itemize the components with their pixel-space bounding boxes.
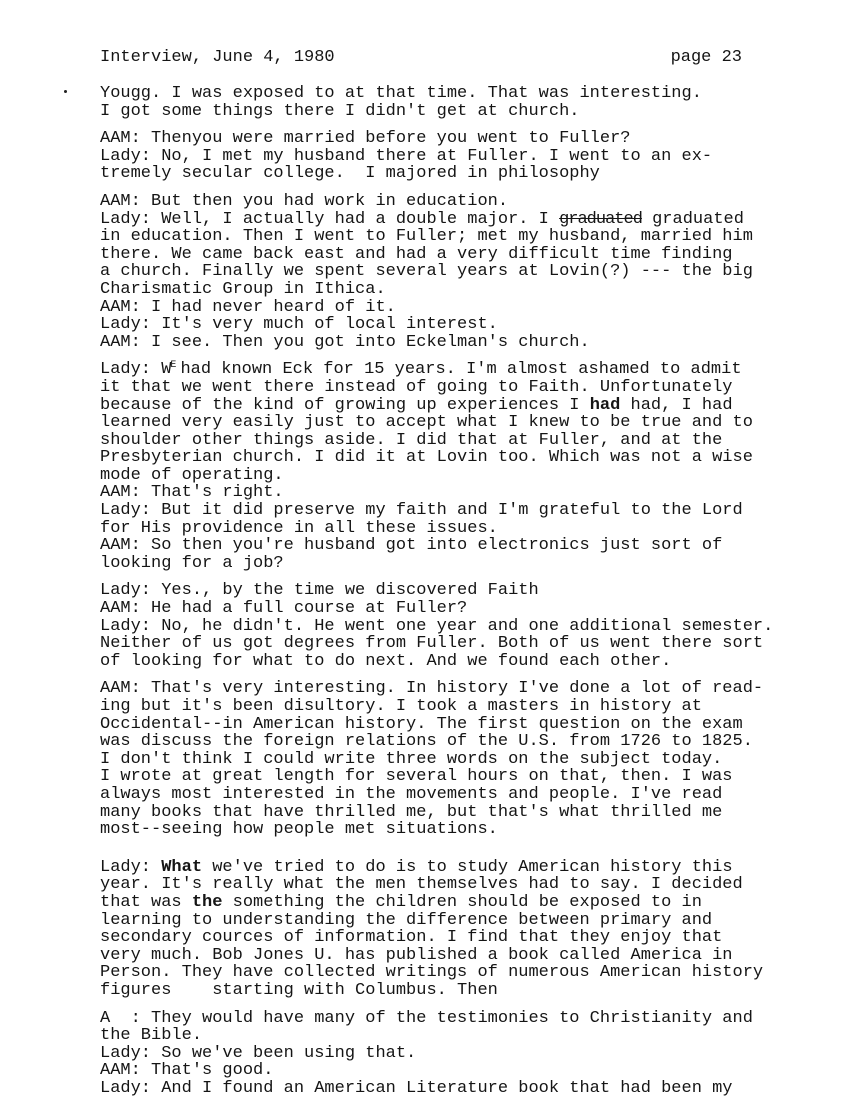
transcript-line xyxy=(100,912,773,930)
text-segment: I don't think I could write three words on the subject today. xyxy=(100,749,723,769)
page-header xyxy=(100,48,742,68)
transcript-line xyxy=(100,432,773,450)
transcript-line xyxy=(100,555,773,573)
transcript-line xyxy=(100,1010,773,1028)
transcript-line xyxy=(100,520,773,538)
transcript-line xyxy=(100,449,773,467)
transcript-line xyxy=(100,894,773,912)
text-segment: of looking for what to do next. And we found each other. xyxy=(100,651,672,671)
text-segment: there. We came back east and had a very difficult time finding xyxy=(100,244,733,264)
text-segment: AAM: I see. Then you got into Eckelman's church. xyxy=(100,332,590,352)
text-segment: it that we went there instead of going to Faith. Unfortunately xyxy=(100,377,733,397)
handwritten-correction: E xyxy=(170,360,177,372)
transcript-line xyxy=(100,1062,773,1080)
text-segment: had, I had xyxy=(620,395,733,415)
transcript-line xyxy=(100,467,773,485)
text-segment: for His providence in all these issues. xyxy=(100,518,498,538)
transcript-line xyxy=(100,804,773,822)
text-segment: AAM: That's very interesting. In history I've done a lot of read- xyxy=(100,679,764,699)
text-segment: a church. Finally we spent several years at Lovin(?) --- the big xyxy=(100,262,753,282)
transcript-line xyxy=(100,502,773,520)
text-segment: looking for a job? xyxy=(100,553,284,573)
transcript-line xyxy=(100,334,773,352)
text-segment: Yougg. I was exposed to at that time. That was interesting. xyxy=(100,84,702,103)
transcript-line xyxy=(100,716,773,734)
text-segment: Lady: But it did preserve my faith and I'm grateful to the Lord xyxy=(100,501,743,521)
transcript-body xyxy=(100,85,773,1097)
transcript-paragraph xyxy=(100,130,773,183)
transcript-line xyxy=(100,379,773,397)
transcript-line xyxy=(100,964,773,982)
transcript-line xyxy=(100,1027,773,1045)
transcript-line xyxy=(100,148,773,166)
text-segment: AAM: So then you're husband got into electronics just sort of xyxy=(100,536,723,556)
transcript-line xyxy=(100,85,773,103)
transcript-line xyxy=(100,316,773,334)
text-segment: the xyxy=(191,892,223,912)
transcript-line xyxy=(100,582,773,600)
transcript-paragraph xyxy=(100,193,773,351)
text-segment: AAM: But then you had work in education. xyxy=(100,191,509,211)
text-segment: that was xyxy=(100,892,192,912)
transcript-paragraph xyxy=(100,85,773,120)
text-segment: Lady: No, I met my husband there at Fuller. I went to an ex- xyxy=(100,146,713,166)
stray-mark xyxy=(64,90,67,93)
text-segment: Lady: xyxy=(100,857,162,877)
text-segment: Presbyterian church. I did it at Lovin too. Which was not a wise xyxy=(100,448,753,468)
text-segment: most--seeing how people met situations. xyxy=(100,820,498,840)
text-segment: was discuss the foreign relations of the U.S. from 1726 to 1825. xyxy=(100,732,753,752)
text-segment: in education. Then I went to Fuller; met my husband, married him xyxy=(100,227,753,247)
transcript-line xyxy=(100,600,773,618)
transcript-line xyxy=(100,653,773,671)
page-number: page 23 xyxy=(670,48,742,67)
transcript-line xyxy=(100,821,773,839)
text-segment: always most interested in the movements and people. I've read xyxy=(100,784,723,804)
text-segment: learning to understanding the difference between primary and xyxy=(100,910,713,930)
text-segment: year. It's really what the men themselves had to say. I decided xyxy=(100,875,743,895)
transcript-line xyxy=(100,1045,773,1063)
text-segment: figures starting with Columbus. Then xyxy=(100,980,498,1000)
document-title: Interview, June 4, 1980 xyxy=(100,48,335,67)
transcript-paragraph xyxy=(100,859,773,1000)
struck-text: graduated xyxy=(559,209,642,229)
text-segment: Lady: Well, I actually had a double major. I xyxy=(100,209,560,229)
text-segment: A : They would have many of the testimonies to Christianity and xyxy=(100,1008,753,1028)
text-segment: the Bible. xyxy=(100,1026,203,1046)
text-segment: Charismatic Group in Ithica. xyxy=(100,279,386,299)
transcript-line xyxy=(100,751,773,769)
transcript-line xyxy=(100,397,773,415)
transcript-line xyxy=(100,537,773,555)
text-segment: had xyxy=(589,395,621,415)
text-segment: we've tried to do is to study American history this xyxy=(202,857,733,877)
transcript-line xyxy=(100,484,773,502)
text-segment: Neither of us got degrees from Fuller. Both of us went there sort xyxy=(100,634,764,654)
text-segment: AAM: Thenyou were married before you went to Fuller? xyxy=(100,129,631,149)
transcript-paragraph xyxy=(100,680,773,838)
text-segment: had known Eck for 15 years. I'm almost ashamed to admit xyxy=(180,360,742,380)
transcript-line xyxy=(100,361,773,379)
transcript-line xyxy=(100,768,773,786)
transcript-line xyxy=(100,733,773,751)
transcript-line xyxy=(100,635,773,653)
text-segment: ing but it's been disultory. I took a masters in history at xyxy=(100,697,702,716)
transcript-line xyxy=(100,680,773,698)
text-segment: Lady: W xyxy=(100,360,172,380)
text-segment: Lady: No, he didn't. He went one year and one additional semester. xyxy=(100,616,774,636)
transcript-line xyxy=(100,947,773,965)
transcript-line xyxy=(100,193,773,211)
text-segment: Occidental--in American history. The first question on the exam xyxy=(100,714,743,734)
transcript-line xyxy=(100,165,773,183)
text-segment: tremely secular college. I majored in philosophy xyxy=(100,164,600,184)
text-segment: because of the kind of growing up experiences I xyxy=(100,395,590,415)
transcript-line xyxy=(100,246,773,264)
text-segment: shoulder other things aside. I did that at Fuller, and at the xyxy=(100,430,723,450)
transcript-line xyxy=(100,414,773,432)
text-segment: very much. Bob Jones U. has published a book called America in xyxy=(100,945,733,965)
text-segment: AAM: He had a full course at Fuller? xyxy=(100,599,468,619)
transcript-line xyxy=(100,876,773,894)
transcript-line xyxy=(100,130,773,148)
transcript-line xyxy=(100,263,773,281)
transcript-paragraph xyxy=(100,1010,773,1098)
transcript-line xyxy=(100,281,773,299)
text-segment: What xyxy=(161,857,203,877)
transcript-line xyxy=(100,982,773,1000)
text-segment: AAM: I had never heard of it. xyxy=(100,297,396,317)
transcript-line xyxy=(100,103,773,121)
text-segment: something the children should be exposed to in xyxy=(222,892,702,912)
transcript-line xyxy=(100,786,773,804)
transcript-line xyxy=(100,1080,773,1098)
transcript-line xyxy=(100,859,773,877)
text-segment: Person. They have collected writings of numerous American history xyxy=(100,963,764,983)
text-segment: graduated xyxy=(641,209,744,229)
text-segment: Lady: It's very much of local interest. xyxy=(100,315,498,335)
text-segment: AAM: That's right. xyxy=(100,483,284,503)
text-segment: Lady: Yes., by the time we discovered Faith xyxy=(100,581,539,601)
text-segment: I wrote at great length for several hours on that, then. I was xyxy=(100,767,733,787)
text-segment: secondary cources of information. I find that they enjoy that xyxy=(100,928,723,948)
transcript-line xyxy=(100,299,773,317)
text-segment: I got some things there I didn't get at church. xyxy=(100,101,580,121)
transcript-line xyxy=(100,698,773,716)
transcript-paragraph xyxy=(100,361,773,572)
transcript-line xyxy=(100,929,773,947)
text-segment: many books that have thrilled me, but that's what thrilled me xyxy=(100,802,723,822)
transcript-line xyxy=(100,228,773,246)
text-segment: mode of operating. xyxy=(100,465,284,485)
text-segment: learned very easily just to accept what I knew to be true and to xyxy=(100,413,753,433)
transcript-line xyxy=(100,211,773,229)
text-segment: AAM: That's good. xyxy=(100,1061,274,1081)
text-segment: Lady: And I found an American Literature book that had been my xyxy=(100,1078,733,1098)
text-segment: Lady: So we've been using that. xyxy=(100,1043,417,1063)
transcript-line xyxy=(100,618,773,636)
transcript-paragraph xyxy=(100,582,773,670)
